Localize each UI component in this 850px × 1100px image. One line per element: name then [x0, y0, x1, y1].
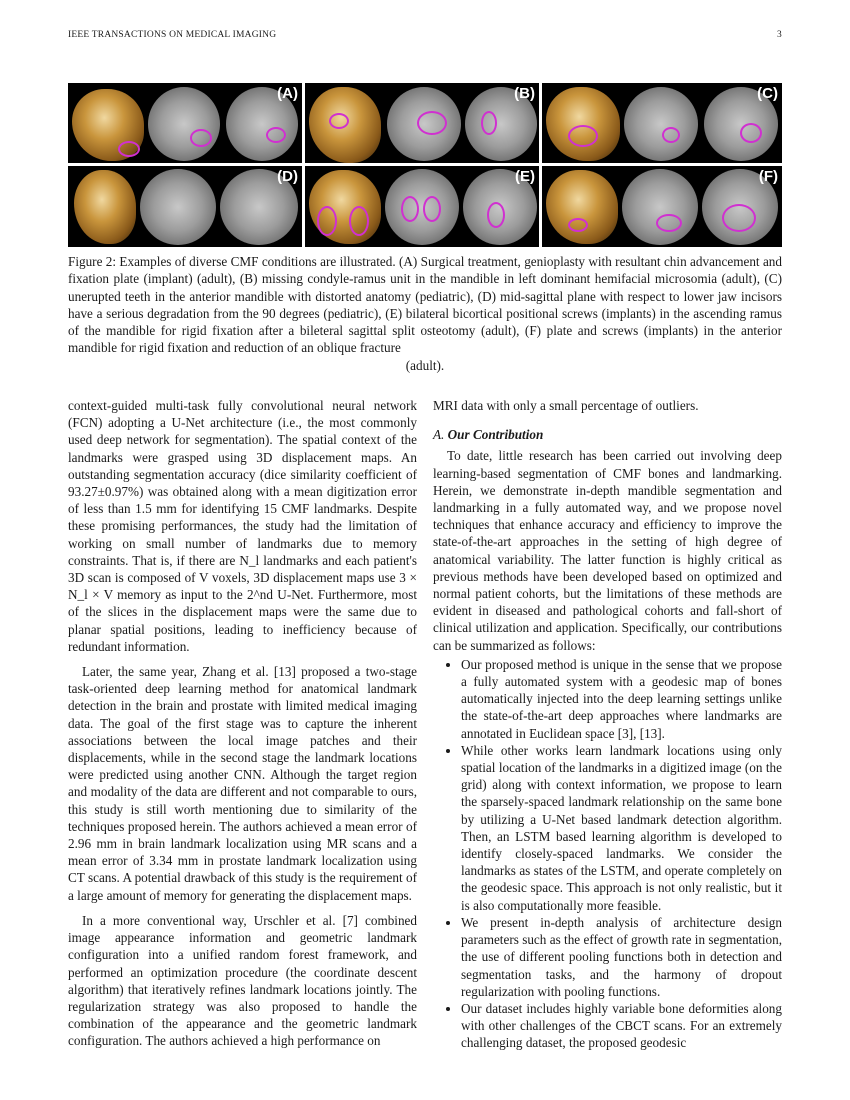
right-column: [433, 397, 782, 1052]
left-column: [68, 397, 417, 1058]
caption-text: Figure 2: Examples of diverse CMF conditions are illustrated. (A) Surgical treatment, genioplasty with resultant chin advancement and fixation plate (implant) (adult), (B) missing condyle-ramus unit in the mandible in left dominant hemifacial microsomia (adult), (C) unerupted teeth in the anterior mandible with distorted anatomy (pediatric), (D) mid-sagittal plane with respect to lower jaw incisors have a serious degradation from the 90 degrees (pediatric), (E) bilateral bicortical positional screws (implants) in the ascending ramus of the mandible for rigid fixation after a bileteral sagittal split osteotomy (adult), (F) plate and screws (implants) in the anterior mandible for rigid fixation and reduction of an oblique fracture: [68, 254, 782, 356]
list-item: • We present in-depth analysis of architecture design parameters such as the effect of growth rate in segmentation, the use of different pooling functions both in detection and segmentation tasks, and the harmony of dropout regularization with pooling functions.: [461, 914, 782, 1000]
highlight-circle: [487, 202, 505, 228]
highlight-circle: [656, 214, 682, 232]
highlight-circle: [722, 204, 756, 232]
section-number: A.: [433, 427, 445, 443]
highlight-circle: [481, 111, 497, 135]
skull-render-image: [309, 170, 381, 244]
highlight-circle: [118, 141, 140, 157]
figure-panel-c: [542, 83, 782, 163]
figure-panel-b: [305, 83, 539, 163]
paragraph: MRI data with only a small percentage of outliers.: [433, 398, 699, 413]
figure-panel-d: [68, 166, 302, 247]
highlight-circle: [266, 127, 286, 143]
highlight-circle: [401, 196, 419, 222]
contribution-list: [433, 656, 782, 1052]
ct-slice-image: [140, 169, 216, 245]
journal-title: IEEE TRANSACTIONS ON MEDICAL IMAGING: [68, 30, 277, 40]
highlight-circle: [662, 127, 680, 143]
highlight-circle: [317, 206, 337, 236]
list-item: • Our proposed method is unique in the sense that we propose a fully automated system with a geodesic map of bones automatically injected into the deep learning settings unlike the state-of-the-art deep approaches where landmarks are annotated in Euclidean space [3], [13].: [461, 656, 782, 742]
paragraph: In a more conventional way, Urschler et al. [7] combined image appearance information and geometric landmark configuration into a unified random forest framework, and performed an optimization procedure (the coordinate descent algorithm) that iteratively refines landmark locations jointly. The regularization strategy was also proposed to handle the combination of the appearance and the geometric landmark configuration. The authors achieved a high performance on: [68, 912, 417, 1049]
page-number: 3: [777, 30, 782, 40]
highlight-circle: [568, 125, 598, 147]
figure-panel-f: [542, 166, 782, 247]
skull-render-image: [546, 170, 618, 244]
paragraph: context-guided multi-task fully convolutional neural network (FCN) adopting a U-Net architecture (i.e., the most commonly used deep network for segmentation). The spatial context of the landmarks were grasped using 3D displacement maps. An outstanding segmentation accuracy (dice similarity coefficient of 93.27±0.97%) was obtained along with a mean digitization error of less than 1.5 mm for identifying 15 CMF landmarks. Despite these promising performances, the study had the limitation of working on small number of landmarks due to memory constraints. That is, if there are N_l landmarks and each patient's 3D scan is composed of V voxels, 3D displacement maps use 3 × N_l × V memory as input to the 2^nd U-Net. Furthermore, most of the slices in the displacement maps were the same due to planar spatial positions, leading to inefficiency because of redundant information.: [68, 398, 417, 654]
skull-render-image: [74, 170, 136, 244]
figure-panel-a: [68, 83, 302, 163]
paragraph: To date, little research has been carried out involving deep learning-based segmentation of CMF bones and landmarking. Herein, we demonstrate in-depth mandible segmentation and landmarking in a fully automated way, and we propose novel techniques that enhance accuracy and efficiency to improve the state-of-the-art approaches in the setting of high degree of anatomical variability. The latter function is highly critical as previous methods have been developed based on optimized and normal patient cohorts, but the limitations of these methods are evident in diseased and pathological cohorts and fall-short of clinical utilization and application. Specifically, our contributions can be summarized as follows:: [433, 448, 782, 653]
running-header: [68, 30, 782, 46]
ct-slice-image: [385, 169, 459, 245]
highlight-circle: [423, 196, 441, 222]
paragraph: Later, the same year, Zhang et al. [13] proposed a two-stage task-oriented deep learning method for anatomical landmark detection in the brain and prostate with limited medical imaging data. The goal of the first stage was to capture the inherent associations between the local image patches and their displacements, while in the second stage the landmark locations were predicted using another CNN. Although the target region and modality of the data are different and not comparable to ours, this study is still worth mentioning due to similarity of the techniques proposed herein. The authors achieved a mean error of 2.96 mm in brain landmark localization using MR scans and a mean error of 3.34 mm in prostate landmark localization using CT scans. A potential drawback of this study is the requirement of a large amount of memory for generating the displacement maps.: [68, 664, 417, 903]
highlight-circle: [329, 113, 349, 129]
panel-label: (A): [277, 85, 298, 102]
panel-label: (E): [515, 168, 535, 185]
ct-slice-image: [622, 169, 698, 245]
caption-last-line: (adult).: [405, 357, 445, 373]
figure-panel-e: [305, 166, 539, 247]
list-item: • While other works learn landmark locations using only spatial location of the landmarks in a digitized image (on the grid) along with context information, we propose to learn the sparsely-spaced landmark relationship on the same bone by utilizing a U-Net based landmark detection algorithm. Then, an LSTM based learning algorithm is developed to identify closely-spaced landmarks. We consider the landmarks as states of the LSTM, and operate completely on the geodesic space. This approach is not only realistic, but it is also computationally more feasible.: [461, 742, 782, 914]
list-item: • Our dataset includes highly variable bone deformities along with other challenges of the CBCT scans. For an extremely challenging dataset, the proposed geodesic: [461, 1000, 782, 1052]
section-title: Our Contribution: [447, 427, 544, 443]
section-heading: [433, 426, 782, 443]
highlight-circle: [417, 111, 447, 135]
panel-label: (D): [277, 168, 298, 185]
figure-2: [68, 83, 782, 247]
panel-label: (B): [514, 85, 535, 102]
highlight-circle: [568, 218, 588, 232]
ct-slice-image: [624, 87, 698, 161]
skull-render-image: [546, 87, 620, 161]
figure-caption: [68, 253, 782, 374]
highlight-circle: [190, 129, 212, 147]
panel-label: (F): [758, 168, 778, 185]
ct-slice-image: [148, 87, 220, 161]
highlight-circle: [349, 206, 369, 236]
highlight-circle: [740, 123, 762, 143]
panel-label: (C): [757, 85, 778, 102]
